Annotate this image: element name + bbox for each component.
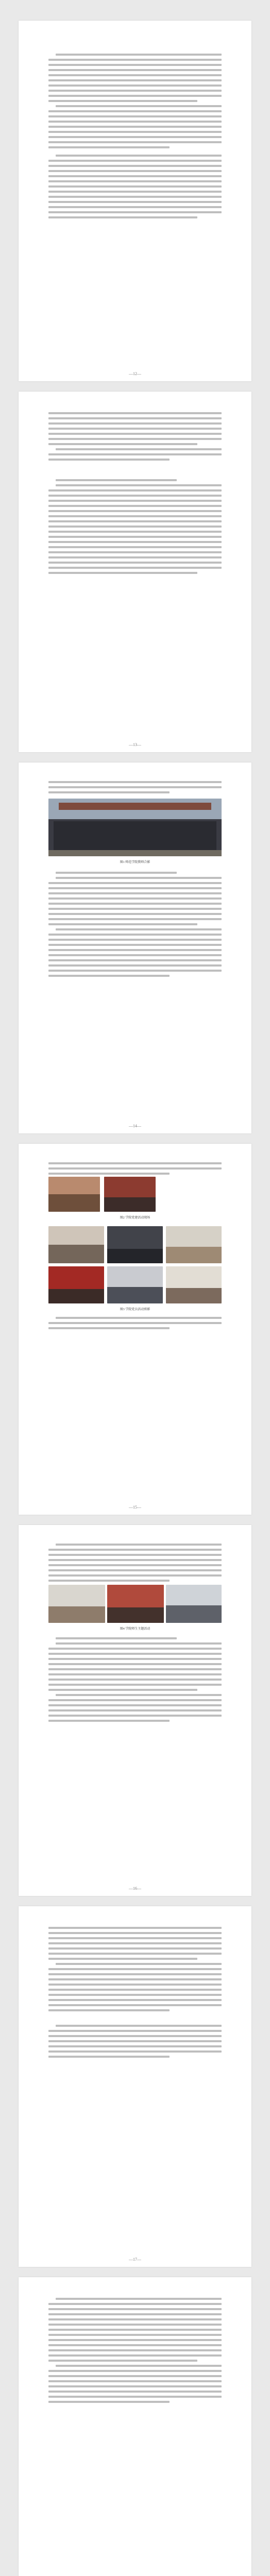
body-text-block [48, 1637, 222, 1725]
document-page [19, 1144, 251, 1515]
page-number: —15— [129, 1505, 141, 1510]
figure-caption: 图3 学院党员活动剪影 [120, 1308, 150, 1311]
activity-photo [107, 1585, 164, 1623]
page-number: —14— [129, 1124, 141, 1128]
body-text-block [48, 412, 222, 464]
document-page [19, 1906, 251, 2267]
body-text-block [48, 2298, 222, 2406]
activity-photo [48, 1266, 104, 1303]
activity-photo [48, 1177, 100, 1212]
body-text-block [48, 781, 222, 796]
activity-photo [166, 1585, 222, 1623]
document-page [19, 392, 251, 752]
body-text-block [48, 1544, 222, 1585]
activity-photo [48, 1585, 105, 1623]
activity-photo [166, 1226, 222, 1263]
body-text-block [48, 479, 222, 577]
page-number: —16— [129, 1886, 141, 1891]
body-text-block [48, 872, 222, 980]
page-number: —12— [129, 371, 141, 376]
activity-photo [107, 1266, 163, 1303]
body-text-block [48, 2025, 222, 2061]
document-page [19, 762, 251, 1133]
body-text-block [48, 54, 222, 151]
document-page [19, 2277, 251, 2576]
activity-photo [48, 1226, 104, 1263]
document-page [19, 1525, 251, 1896]
activity-photo [166, 1266, 222, 1303]
body-text-block [48, 155, 222, 222]
figure-caption: 图1 师范学院教师合影 [120, 861, 150, 864]
body-text-block [48, 1162, 222, 1178]
activity-photo [104, 1177, 156, 1212]
body-text-block [48, 1927, 222, 2014]
page-number: —13— [129, 742, 141, 747]
body-text-block [48, 1317, 222, 1332]
activity-photo [107, 1226, 163, 1263]
group-photo [48, 799, 222, 856]
page-number: —17— [129, 2257, 141, 2262]
document-page [19, 21, 251, 381]
figure-caption: 图4 学院师生主题活动 [120, 1628, 150, 1631]
figure-caption: 图2 学院党建活动现场 [120, 1216, 150, 1219]
